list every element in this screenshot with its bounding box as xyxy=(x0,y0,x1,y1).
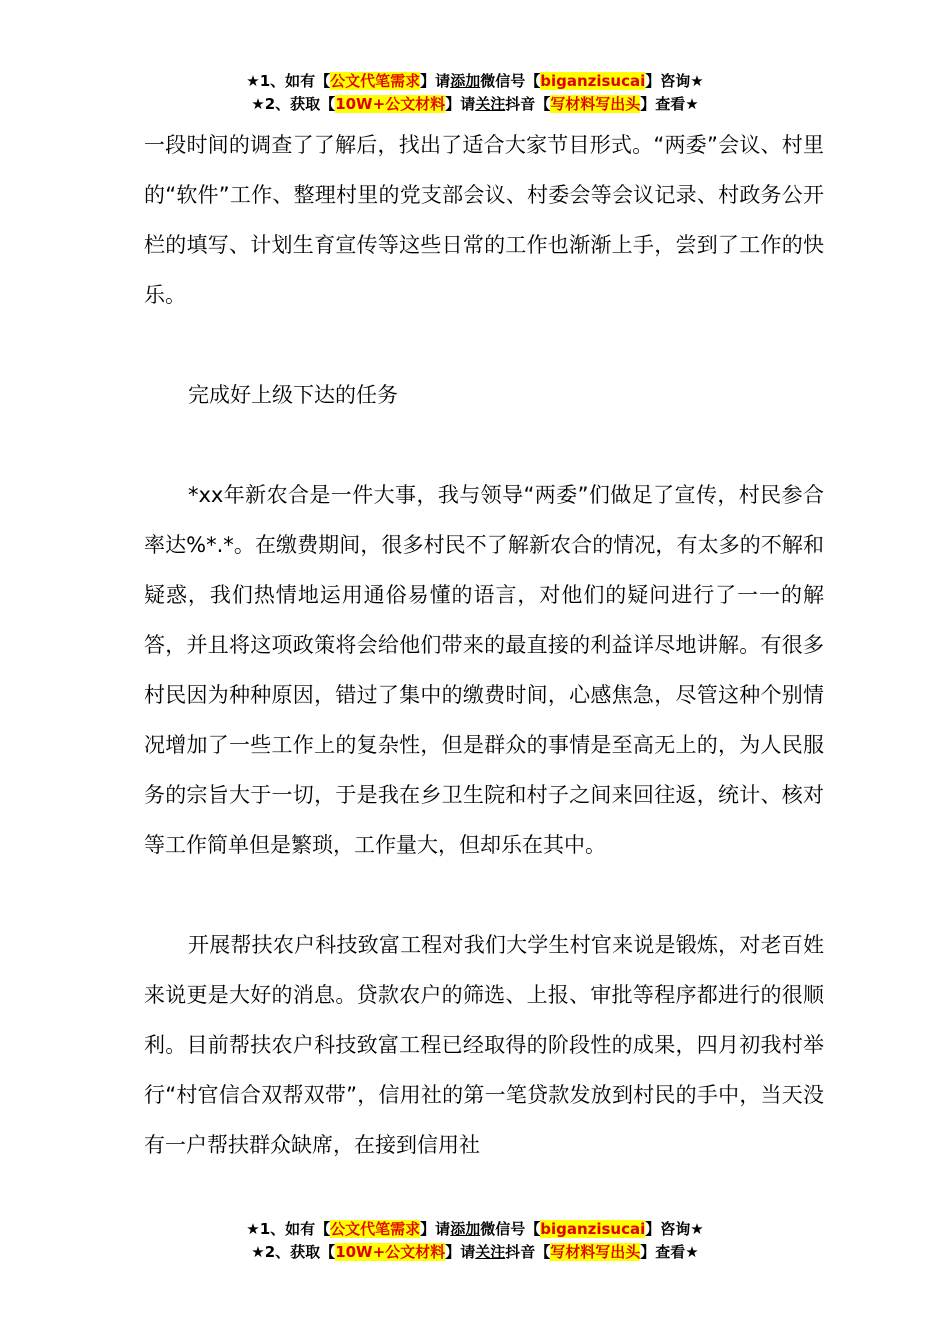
banner-text: 】查看★ xyxy=(640,1243,699,1261)
banner-text: ★1、如有【 xyxy=(246,72,331,90)
paragraph-spacer xyxy=(144,320,824,370)
footer-banner xyxy=(0,1218,950,1264)
douyin-account: 写材料写出头 xyxy=(550,1243,641,1261)
banner-text: 】请 xyxy=(445,95,476,113)
banner-text: 微信号【 xyxy=(480,1220,541,1238)
paragraph-1: 一段时间的调查了了解后，找出了适合大家节目形式。“两委”会议、村里的“软件”工作、整理村里的党支部会议、村委会等会议记录、村政务公开栏的填写、计划生育宣传等这些日常的工作也渐渐上手，尝到了工作的快乐。 xyxy=(144,133,824,307)
banner-text: 】咨询★ xyxy=(645,72,704,90)
banner-text: ★1、如有【 xyxy=(246,1220,331,1238)
banner-text: ★2、获取【 xyxy=(251,95,336,113)
underlined-text: 关注 xyxy=(475,1243,506,1261)
document-body xyxy=(144,120,824,1170)
header-banner xyxy=(0,70,950,116)
paragraph-3: 开展帮扶农户科技致富工程对我们大学生村官来说是锻炼，对老百姓来说更是大好的消息。贷款农户的筛选、上报、审批等程序都进行的很顺利。目前帮扶农户科技致富工程已经取得的阶段性的成果，四月初我村举行“村官信合双帮双带”，信用社的第一笔贷款发放到村民的手中，当天没有一户帮扶群众缺席，在接到信用社 xyxy=(144,933,824,1157)
banner-text: 】查看★ xyxy=(640,95,699,113)
banner-text: 】请 xyxy=(420,72,451,90)
wechat-id: biganzisucai xyxy=(540,1220,646,1238)
banner-line-1 xyxy=(0,70,950,93)
underlined-text: 添加 xyxy=(450,72,481,90)
highlight-text: 公文代笔需求 xyxy=(330,1220,421,1238)
paragraph-spacer xyxy=(144,420,824,470)
banner-text: 抖音【 xyxy=(505,1243,551,1261)
underlined-text: 添加 xyxy=(450,1220,481,1238)
banner-line-2 xyxy=(0,93,950,116)
banner-text: ★2、获取【 xyxy=(251,1243,336,1261)
banner-text: 】咨询★ xyxy=(645,1220,704,1238)
highlight-text: 10W+公文材料 xyxy=(335,95,446,113)
underlined-text: 关注 xyxy=(475,95,506,113)
wechat-id: biganzisucai xyxy=(540,72,646,90)
douyin-account: 写材料写出头 xyxy=(550,95,641,113)
banner-line-1 xyxy=(0,1218,950,1241)
highlight-text: 公文代笔需求 xyxy=(330,72,421,90)
highlight-text: 10W+公文材料 xyxy=(335,1243,446,1261)
paragraph-2: *xx年新农合是一件大事，我与领导“两委”们做足了宣传，村民参合率达%*.*。在缴费期间，很多村民不了解新农合的情况，有太多的不解和疑惑，我们热情地运用通俗易懂的语言，对他们的疑问进行了一一的解答，并且将这项政策将会给他们带来的最直接的利益详尽地讲解。有很多村民因为种种原因，错过了集中的缴费时间，心感焦急，尽管这种个别情况增加了一些工作上的复杂性，但是群众的事情是至高无上的，为人民服务的宗旨大于一切，于是我在乡卫生院和村子之间来回往返，统计、核对等工作简单但是繁琐，工作量大，但却乐在其中。 xyxy=(144,483,824,857)
banner-text: 抖音【 xyxy=(505,95,551,113)
banner-line-2 xyxy=(0,1241,950,1264)
section-heading: 完成好上级下达的任务 xyxy=(188,383,398,407)
banner-text: 微信号【 xyxy=(480,72,541,90)
banner-text: 】请 xyxy=(420,1220,451,1238)
banner-text: 】请 xyxy=(445,1243,476,1261)
paragraph-spacer xyxy=(144,870,824,920)
